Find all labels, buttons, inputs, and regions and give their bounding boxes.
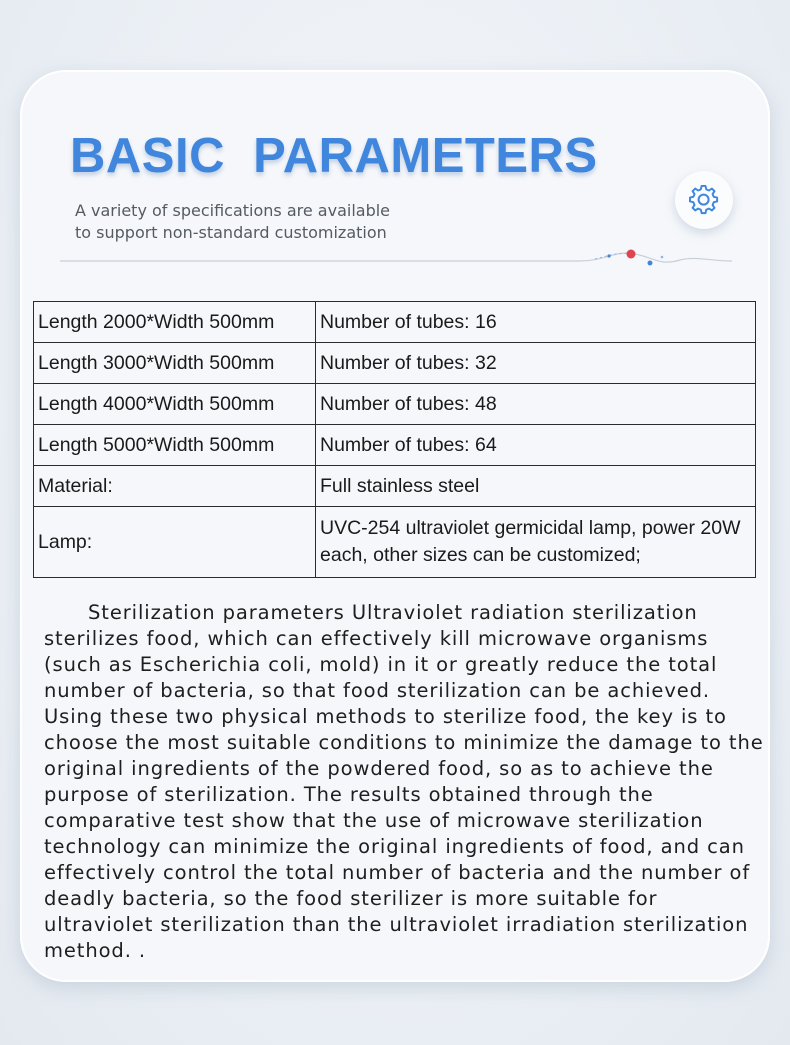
table-cell: Length 5000*Width 500mm [34, 425, 316, 466]
page-title: BASIC PARAMETERS [70, 129, 598, 183]
table-row [34, 425, 756, 466]
content-card [20, 70, 770, 982]
table-cell: Lamp: [34, 507, 316, 578]
table-row [34, 302, 756, 343]
gear-badge [675, 171, 733, 229]
gear-icon [689, 185, 719, 215]
table-cell: UVC-254 ultraviolet germicidal lamp, power 20W each, other sizes can be customized; [316, 507, 756, 578]
table-row [34, 384, 756, 425]
table-cell: Length 3000*Width 500mm [34, 343, 316, 384]
table-cell: Material: [34, 466, 316, 507]
table-cell: Length 4000*Width 500mm [34, 384, 316, 425]
table-cell: Length 2000*Width 500mm [34, 302, 316, 343]
table-cell: Number of tubes: 64 [316, 425, 756, 466]
subtitle-line-1: A variety of specifications are available [75, 201, 391, 220]
table-row [34, 507, 756, 578]
spec-table [33, 301, 756, 578]
table-cell: Number of tubes: 32 [316, 343, 756, 384]
description-paragraph: Sterilization parameters Ultraviolet radiation sterilization sterilizes food, which can effectively kill microwave organisms (such as Escherichia coli, mold) in it or greatly reduce the total number of bacteria, so that food sterilization can be achieved. Using these two physical methods to sterilize food, the key is to choose the most suitable conditions to minimize the damage to the original ingredients of the powdered food, so as to achieve the purpose of sterilization. The results obtained through the comparative test show that the use of microwave sterilization technology can minimize the original ingredients of food, and can effectively control the total number of bacteria and the number of deadly bacteria, so the food sterilizer is more suitable for ultraviolet sterilization than the ultraviolet irradiation sterilization method. . [44, 601, 764, 962]
subtitle [75, 200, 390, 244]
divider-line [60, 240, 740, 270]
table-cell: Number of tubes: 16 [316, 302, 756, 343]
table-cell: Number of tubes: 48 [316, 384, 756, 425]
table-cell: Full stainless steel [316, 466, 756, 507]
subtitle-line-2: to support non-standard customization [75, 223, 387, 242]
table-row [34, 466, 756, 507]
table-row [34, 343, 756, 384]
